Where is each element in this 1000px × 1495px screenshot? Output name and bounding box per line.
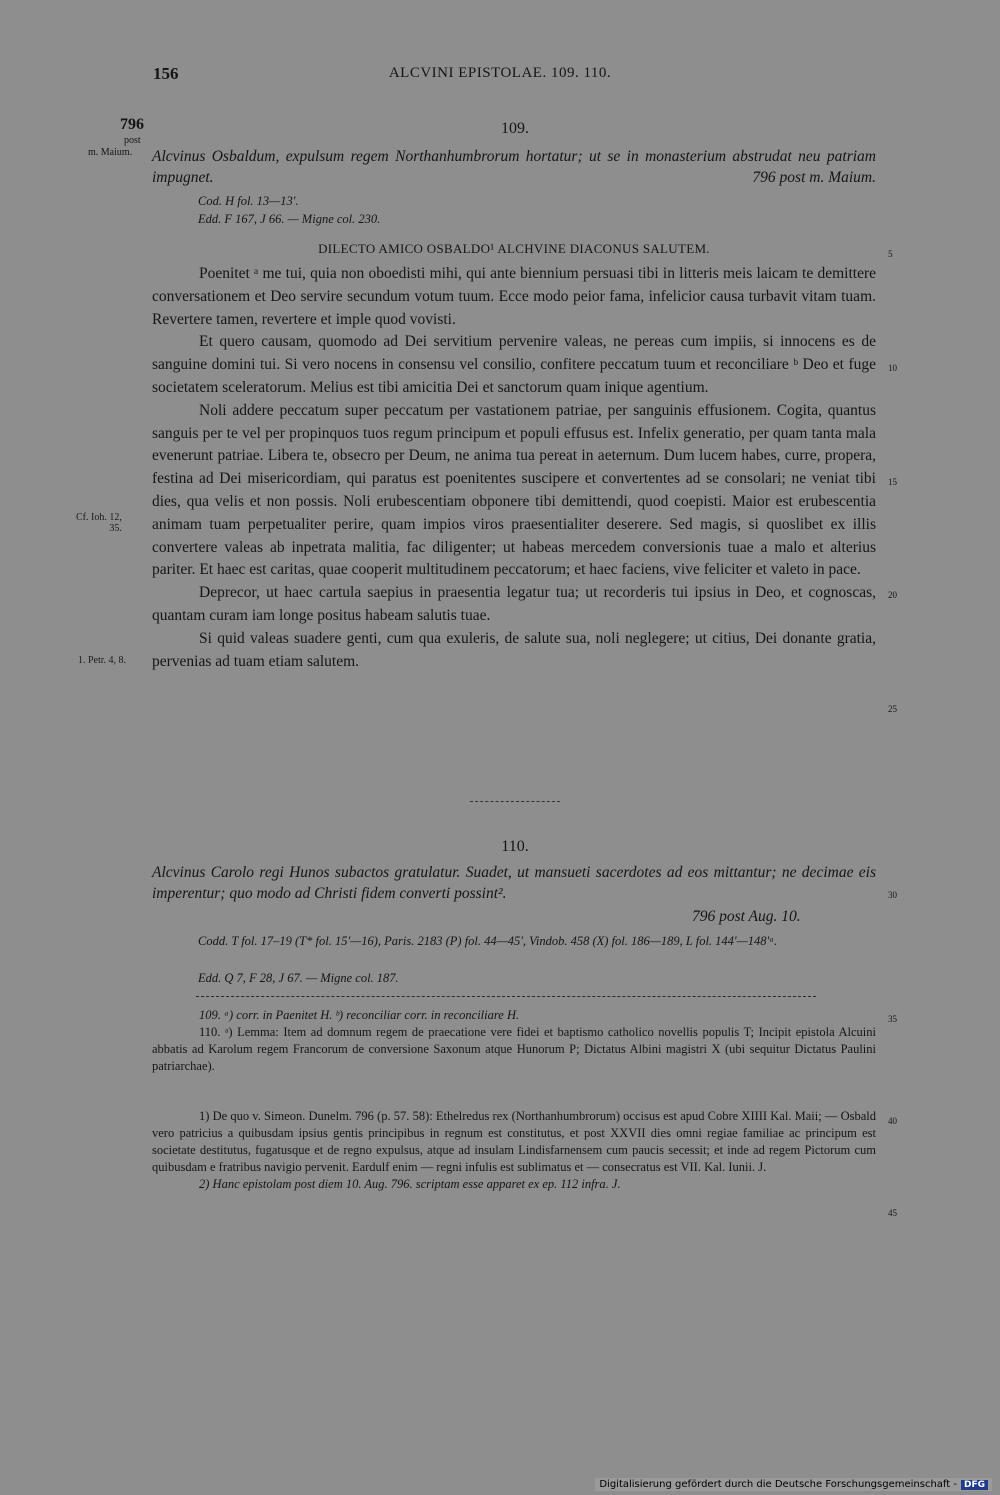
line-number: 45 [888, 1208, 897, 1218]
editions-line-110: Edd. Q 7, F 28, J 67. — Migne col. 187. [198, 971, 399, 985]
paragraph: Noli addere peccatum super peccatum per vastationem patriae, per sanguinis effusionem. Cogita, quantus sanguis per te vel per propinquos tuos regum principum et populi effusus est. Infelix generatio, per quam tanta mala evenerunt patriae. Libera te, obsecro per Deum, ne anima tua pereat in aeternum. Dum lucem habes, curre, propera, festina ad Dei misericordiam, qui paratus est poenitentes suscipere et convertentes ad se consolari; ne veniat tibi dies, qua velis et non possis. Noli erubescentiam obponere tibi demittendi, quod coepisti. Maior est erubescentia animam tuam perpetualiter perire, quam impios viros praesentialiter deserere. Sed magis, si quoslibet ex illis convertere valeas ab inpetrata malitia, fac diligenter; ut habeas mercedem conversionis tuae a malo et alterius pariter. Et haec est caritas, quae cooperit multitudinem peccatorum; et haec faciens, vive feliciter et valeto in pace. [152, 401, 876, 579]
summary-text: Alcvinus Osbaldum, expulsum regem Northanhumbrorum hortatur; ut se in monasterium abstrudat neu patriam impugnet. [152, 148, 876, 186]
paragraph: Poenitet ᵃ me tui, quia non oboedisti mihi, qui ante biennium persuasi tibi in litteris meis laicam te demittere conversationem et Deo servire secundum votum tuum. Ecce modo peior fama, infelicior causa turbavit vitam tuam. Revertere tamen, revertere et imple quod vovisti. [152, 265, 876, 328]
margin-ref-peter: 1. Petr. 4, 8. [78, 655, 127, 666]
note-109: 109. ᵃ) corr. in Paenitet H. ᵇ) reconciliar corr. in reconciliare H. [199, 1008, 520, 1022]
credit-text: Digitalisierung gefördert durch die Deutsche Forschungsgemeinschaft - [599, 1479, 957, 1490]
footnotes [152, 1108, 876, 1193]
letter-110-summary: Alcvinus Carolo regi Hunos subactos gratulatur. Suadet, ut mansueti sacerdotes ad eos mittantur; ne decimae eis imperentur; quo modo ad Christi fidem converti possint². [152, 864, 876, 902]
page-header [0, 64, 1000, 90]
line-number: 10 [888, 363, 897, 373]
letter-109-summary [152, 146, 876, 188]
footnote-1: 1) De quo v. Simeon. Dunelm. 796 (p. 57. 58): Ethelredus rex (Northanhumbrorum) occisus est apud Cobre XIIII Kal. Maii; — Osbald vero patricius a quibusdam ipsius gentis principibus in regnum est constitutus, et post XXVII dies omni regiae familiae ac principum est societate destitutus, fugatusque et de regno expulsus, atque ad insulam Lindisfarnensem cum paucis secessit; et inde ad regem Pictorum cum quibusdam e fratribus navigio pervenit. Eardulf enim — regni infulis est sublimatus et — consecratus est VII. Kal. Iunii. J. [152, 1109, 876, 1174]
paragraph: Et quero causam, quomodo ad Dei servitium pervenire valeas, ne pereas cum impiis, si innocens es de sanguine domini tui. Si vero nocens in consensu vel consilio, confitere peccatum tuum et reconciliare ᵇ Deo et fuge societatem sceleratorum. Melius est tibi amicitia Dei et sanctorum quam inique agentium. [152, 333, 876, 396]
summary-date: 796 post m. Maium. [752, 169, 876, 186]
section-divider [470, 801, 560, 802]
line-number: 20 [888, 590, 897, 600]
line-number: 5 [888, 249, 893, 259]
notes-rule [196, 996, 816, 997]
line-number: 40 [888, 1116, 897, 1126]
footnote-2: 2) Hanc epistolam post diem 10. Aug. 796. scriptam esse apparet ex ep. 112 infra. J. [199, 1177, 621, 1191]
letter-109-body [152, 263, 876, 673]
paragraph: Deprecor, ut haec cartula saepius in praesentia legatur tua; ut recorderis tui ipsius in Deo, et cognoscas, quantam curam iam longe positus habeam salutis tuae. [152, 584, 876, 624]
line-number: 30 [888, 890, 897, 900]
note-110: 110. ᵃ) Lemma: Item ad domnum regem de praecatione vere fidei et baptismo catholico novellis populis T; Incipit epistola Alcuini abbatis ad Karolum regem Francorum de conversione Saxonum atque Hunorum P; Dictatus Albini magistri X (ubi sequitur Dictatus Paulini patriarchae). [152, 1025, 876, 1073]
margin-ref-john: Cf. Ioh. 12, 35. [76, 512, 122, 534]
editions-line: Edd. F 167, J 66. — Migne col. 230. [198, 212, 381, 226]
page-number: 156 [153, 64, 179, 83]
apparatus [152, 1007, 876, 1075]
digitization-credit [595, 1478, 992, 1491]
margin-date: m. Maium. [88, 147, 133, 158]
codex-line: Cod. H fol. 13—13'. [198, 194, 299, 208]
paragraph: Si quid valeas suadere genti, cum qua exuleris, de salute sua, noli neglegere; ut citius, Dei donante gratia, pervenias ad tuam etiam salutem. [152, 629, 876, 670]
dfg-logo: DFG [961, 1480, 988, 1490]
line-number: 35 [888, 1014, 897, 1024]
codices-line: Codd. T fol. 17–19 (T* fol. 15'—16), Paris. 2183 (P) fol. 44—45', Vindob. 458 (X) fol. 186—189, L fol. 144'—148'ᵃ. [198, 934, 778, 948]
line-number: 15 [888, 477, 897, 487]
margin-post: post [124, 135, 141, 146]
line-number: 25 [888, 704, 897, 714]
letter-110-date: 796 post Aug. 10. [692, 908, 801, 925]
margin-year: 796 [120, 116, 144, 133]
letter-number-109: 109. [501, 120, 529, 137]
letter-number-110: 110. [501, 838, 529, 855]
running-head: ALCVINI EPISTOLAE. 109. 110. [388, 65, 612, 81]
letter-address: DILECTO AMICO OSBALDO¹ ALCHVINE DIACONUS SALUTEM. [318, 241, 710, 256]
